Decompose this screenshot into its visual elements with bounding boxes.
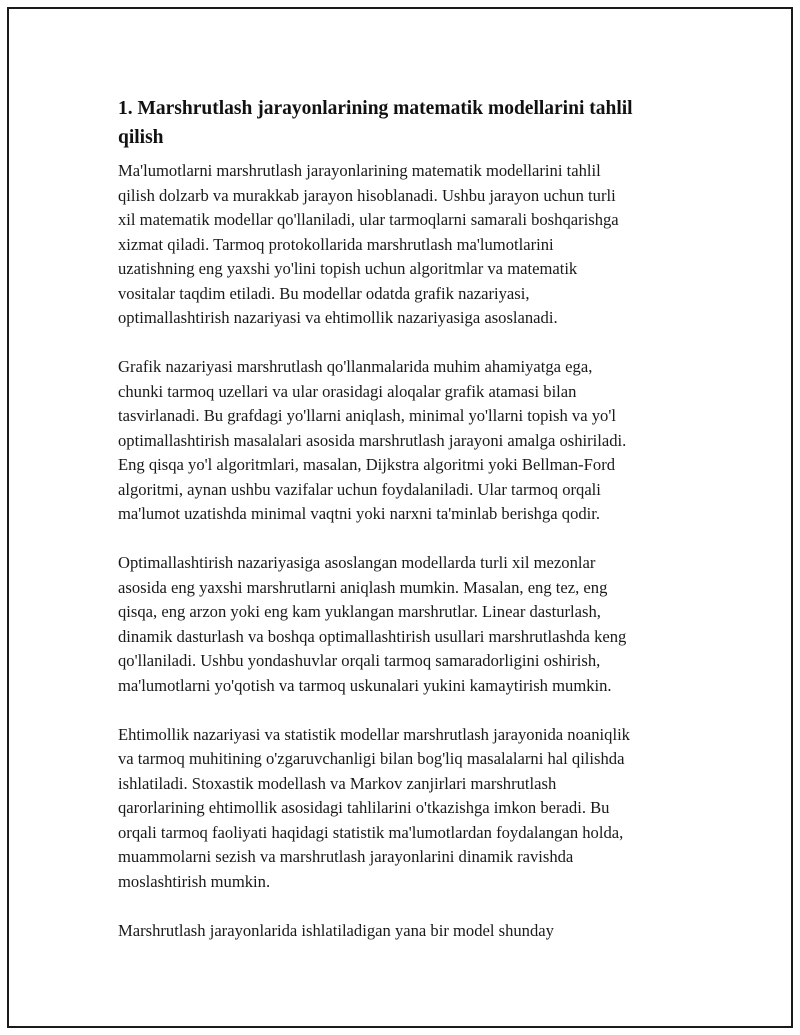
text-line: ma'lumotlarni yo'qotish va tarmoq uskunalari yukini kamaytirish mumkin. [118, 675, 612, 695]
text-line: chunki tarmoq uzellari va ular orasidagi aloqalar grafik atamasi bilan [118, 381, 577, 401]
text-line: orqali tarmoq faoliyati haqidagi statistik ma'lumotlardan foydalangan holda, [118, 822, 624, 842]
text-line: tasvirlanadi. Bu grafdagi yo'llarni aniqlash, minimal yo'llarni topish va yo'l [118, 406, 616, 425]
text-line: va tarmoq muhitining o'zgaruvchanligi bilan bog'liq masalalarni hal qilishda [118, 749, 625, 768]
text-line: Ehtimollik nazariyasi va statistik modellar marshrutlash jarayonida noaniqlik [118, 724, 630, 744]
text-line: asosida eng yaxshi marshrutlarni aniqlash mumkin. Masalan, eng tez, eng [118, 577, 608, 597]
text-line: qo'llaniladi. Ushbu yondashuvlar orqali tarmoq samaradorligini oshirish, [118, 651, 601, 670]
text-line: qarorlarining ehtimollik asosidagi tahlilarini o'tkazishga imkon beradi. Bu [118, 798, 610, 817]
text-line: qisqa, eng arzon yoki eng kam yuklangan marshrutlar. Linear dasturlash, [118, 602, 601, 621]
text-line: algoritmi, aynan ushbu vazifalar uchun foydalaniladi. Ular tarmoq orqali [118, 479, 601, 499]
heading-line: qilish [118, 127, 164, 148]
text-line: Ma'lumotlarni marshrutlash jarayonlarining matematik modellarini tahlil [118, 161, 601, 180]
text-line: ishlatiladi. Stoxastik modellash va Markov zanjirlari marshrutlash [118, 773, 557, 793]
paragraph-4 [118, 723, 693, 895]
text-line: Optimallashtirish nazariyasiga asoslangan modellarda turli xil mezonlar [118, 553, 596, 572]
text-line: xil matematik modellar qo'llaniladi, ular tarmoqlarni samarali boshqarishga [118, 210, 619, 229]
text-line: ma'lumot uzatishda minimal vaqtni yoki narxni ta'minlab berishga qodir. [118, 504, 601, 523]
text-line: uzatishning eng yaxshi yo'lini topish uchun algoritmlar va matematik [118, 259, 578, 278]
text-line: optimallashtirish masalalari asosida marshrutlash jarayoni amalga oshiriladi. [118, 430, 627, 450]
text-line: moslashtirish mumkin. [118, 871, 271, 891]
paragraph-1 [118, 159, 693, 331]
text-line: Eng qisqa yo'l algoritmlari, masalan, Dijkstra algoritmi yoki Bellman-Ford [118, 455, 616, 474]
text-line: dinamik dasturlash va boshqa optimallashtirish usullari marshrutlashda keng [118, 626, 627, 646]
text-line: Marshrutlash jarayonlarida ishlatiladigan yana bir model shunday [118, 920, 554, 940]
text-line: optimallashtirish nazariyasi va ehtimollik nazariyasiga asoslanadi. [118, 308, 558, 327]
document-body [118, 94, 693, 968]
text-line: vositalar taqdim etiladi. Bu modellar odatda grafik nazariyasi, [118, 283, 530, 303]
paragraph-3 [118, 551, 693, 698]
heading-line: 1. Marshrutlash jarayonlarining matematik modellarini tahlil [118, 98, 633, 119]
section-heading [118, 94, 693, 152]
text-line: Grafik nazariyasi marshrutlash qo'llanmalarida muhim ahamiyatga ega, [118, 357, 593, 376]
text-line: xizmat qiladi. Tarmoq protokollarida marshrutlash ma'lumotlarini [118, 234, 554, 254]
paragraph-5 [118, 919, 693, 944]
paragraph-2 [118, 355, 693, 527]
text-line: qilish dolzarb va murakkab jarayon hisoblanadi. Ushbu jarayon uchun turli [118, 185, 616, 205]
text-line: muammolarni sezish va marshrutlash jarayonlarini dinamik ravishda [118, 847, 574, 866]
